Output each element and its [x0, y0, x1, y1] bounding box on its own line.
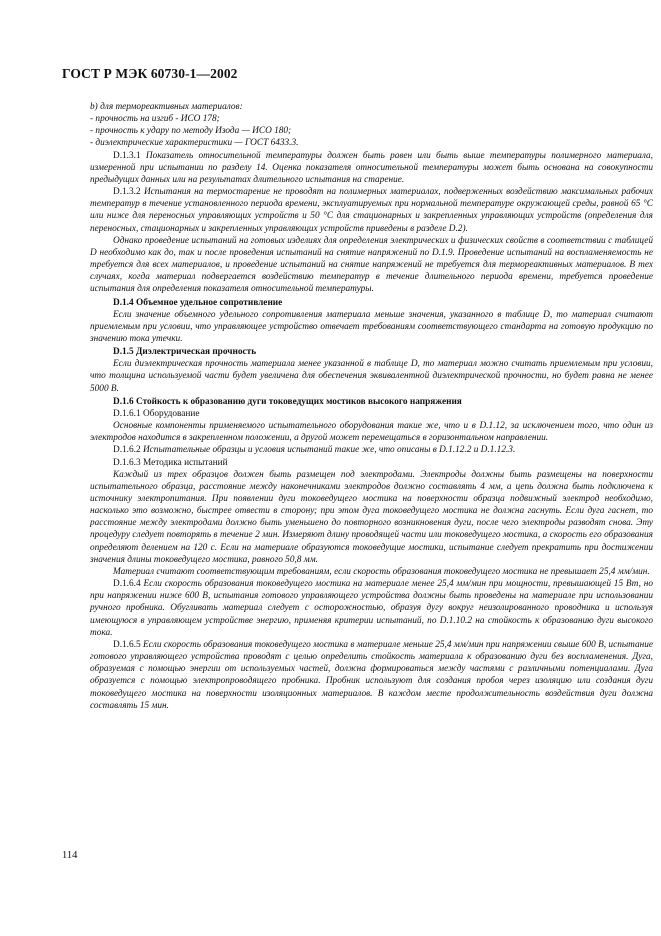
list-item: - прочность к удару по методу Изода — ИСО 180; — [90, 126, 292, 137]
section-heading-d16: D.1.6 Стойкость к образованию дуги токоведущих мостиков высокого напряжения — [113, 396, 462, 407]
clause-number: D.1.6.4 — [113, 579, 141, 590]
subheading-d161: D.1.6.1 Оборудование — [113, 408, 200, 419]
clause-text: Если скорость образования токоведущего мостика в материале меньше 25,4 мм/мин при напряжении свыше 600 В, испытание готового управляющего устройства проводят с целью определить стойкость материала к образованию дуги без воспламенения. Дуга, образуемая с помощью энергии от используемых частей, должна формироваться между частями с различными потенциалами. Дуга образуется с помощью электропроводящего пробника. Пробник используют для создания пробоя через изоляцию или создания дуги токоведущего мостика на поверхности изоляционных материалов. В каждом месте продолжительность воздействия дуги должна составлять 15 мин. — [90, 639, 653, 711]
section-heading-d15: D.1.5 Диэлектрическая прочность — [113, 347, 257, 358]
clause-d132 — [90, 186, 653, 235]
page-header-title: ГОСТ Р МЭК 60730-1—2002 — [62, 66, 238, 81]
list-item: - прочность на изгиб - ИСО 178; — [90, 114, 220, 125]
clause-number: D.1.3.1 — [113, 150, 141, 161]
clause-text: Если скорость образования токоведущего мостика на материале менее 25,4 мм/мин при мощности, превышающей 15 Вт, но при напряжении ниже 600 В, испытания готового управляющего устройства должны быть проведены на материале при использовании ручного пробника. Обугливать материал следует с осторожностью, образуя дугу вокруг неизолированного проводника и используя имеющуюся в управляющем устройстве энергию, применяя критерии испытаний, по D.1.10.2 на стойкость к образованию дуги высокого тока. — [90, 579, 654, 638]
clause-d131 — [90, 150, 653, 186]
paragraph-d163a: Каждый из трех образцов должен быть размещен под электродами. Электроды должны быть размещены на поверхности испытательного образца, расстояние между наконечниками электродов должно составлять 4 мм, а цепь должна быть подключена к источнику электропитания. При появлении дуги токоведущего мостика на поверхности образца подвижный электрод необходимо, насколько это возможно, быстрее отвести в сторону; при этом дуга токоведущего мостика не должна гаснуть. Если дуга гаснет, то расстояние между электродами должно быть уменьшено до повторного возникновения дуги, после чего электроды разводят снова. Эту процедуру следует повторять в течение 2 мин. Измеряют длину проводящей части или токоведущего мостика, а скорость его образования определяют делением на 120 с. Если на материале образуются токоведущие мостики, испытание следует прекратить при достижении значения длины токоведущего мостика, равного 50,8 мм. — [90, 469, 653, 565]
paragraph-d15: Если диэлектрическая прочность материала менее указанной в таблице D, то материал можно считать приемлемым при условии, что толщина используемой части будет увеличена для обеспечения эквивалентной диэлектрической прочности, но будет равна не менее 5000 В. — [90, 359, 653, 394]
paragraph-however: Однако проведение испытаний на готовых изделиях для определения электрических и физических свойств в соответствии с таблицей D необходимо как до, так и после проведения испытаний на снятие напряжений по D.1.9. Проведение испытаний на воспламеняемость не требуется для всех материалов, и проведение испытаний на снятие напряжений не требуется для термореактивных материалов. В тех случаях, когда материал подвергается воздействию температур в течение длительного периода времени, требуется проведение испытания для определения показателя относительной температуры. — [90, 235, 653, 295]
paragraph-d161: Основные компоненты применяемого испытательного оборудования такие же, что и в D.1.12, за исключением того, что один из электродов находится в закрепленном положении, а другой может перемещаться в горизонтальном направлении. — [90, 421, 653, 444]
clause-d165 — [90, 639, 653, 712]
document-body — [90, 101, 653, 712]
subheading-d163: D.1.6.3 Методика испытаний — [113, 457, 228, 468]
clause-number: D.1.3.2 — [113, 187, 141, 198]
page-number: 114 — [62, 850, 78, 861]
clause-d164 — [90, 578, 653, 639]
paragraph-d14: Если значение объемного удельного сопротивления материала меньше значения, указанного в таблице D, то материал считают приемлемым при условии, что управляющее устройство отвечает требованиям соответствующего стандарта на готовую продукцию по значению тока утечки. — [90, 309, 653, 344]
clause-d162 — [90, 444, 653, 456]
intro-line: b) для термореактивных материалов: — [90, 102, 243, 112]
clause-number: D.1.6.5 — [113, 639, 141, 650]
clause-text: Испытания на термостарение не проводят на полимерных материалах, подверженных воздействию максимальных рабочих температур в течение установленного периода времени, эксплуатируемых при нормальной температуре окружающей среды, равной 65 °С или ниже для переносных управляющих устройств и 50 °С для стационарных и закрепленных управляющих устройств (определения для переносных, стационарных и закрепленных управляющих устройств приведены в разделе D.2). — [90, 187, 653, 234]
clause-number: D.1.6.2 — [113, 445, 141, 456]
paragraph-d163b: Материал считают соответствующим требованиям, если скорость образования токоведущего мостика не превышает 25,4 мм/мин. — [113, 566, 650, 577]
list-item: - диэлектрические характеристики — ГОСТ 6433.3. — [90, 138, 299, 149]
section-heading-d14: D.1.4 Объемное удельное сопротивление — [113, 297, 283, 308]
clause-text: Испытательные образцы и условия испытаний такие же, что описаны в D.1.12.2 и D.1.12.3. — [142, 445, 516, 456]
clause-text: Показатель относительной температуры должен быть равен или быть выше температуры полимерного материала, измеренной при испытании по разделу 14. Оценка показателя относительной температуры может быть основана на совокупности предыдущих данных или на результатах длительного испытания на старение. — [90, 150, 654, 185]
